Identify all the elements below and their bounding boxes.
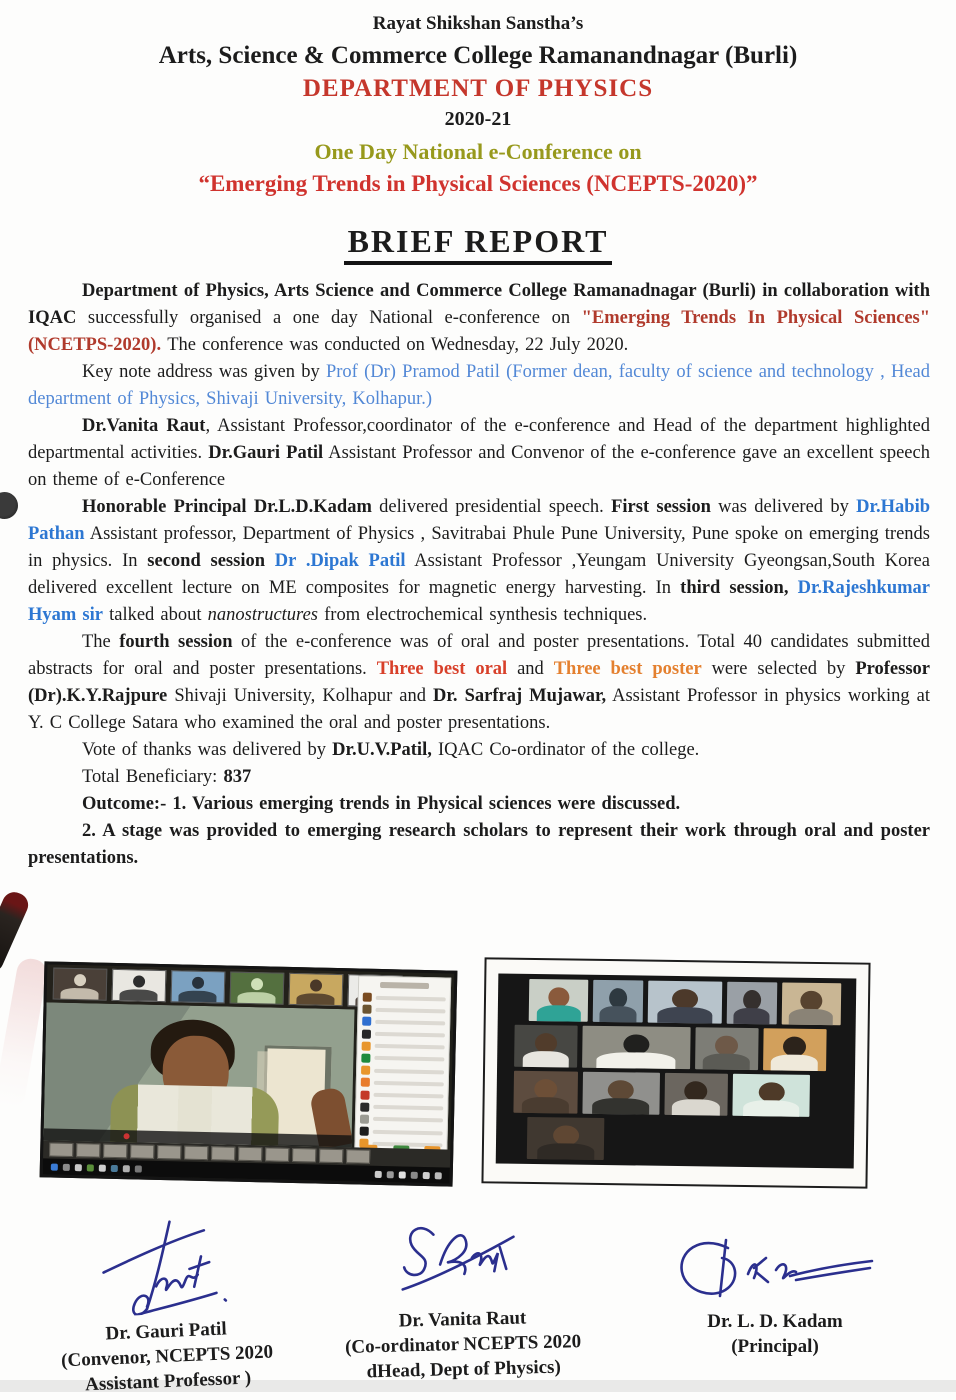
- participant-body: [537, 1143, 594, 1160]
- taskbar-window-chip: [76, 1143, 100, 1158]
- participant-name-line: [373, 1129, 443, 1135]
- participant-name-line: [375, 1008, 445, 1014]
- participant-head: [548, 987, 570, 1007]
- text-segment: "Emerging Trends In Physical Sciences" (NCETPS-2020).: [28, 308, 930, 355]
- text-segment: First session: [611, 497, 711, 517]
- report-title-wrap: [0, 223, 956, 265]
- gallery-row: [503, 979, 852, 1026]
- participant-head: [672, 988, 698, 1009]
- report-paragraph: [28, 791, 930, 818]
- taskbar-spacer: [147, 1169, 370, 1174]
- participant-body: [599, 1006, 636, 1023]
- academic-year: 2020-21: [444, 108, 512, 130]
- institution-name: Rayat Shikshan Sanstha’s: [372, 13, 584, 34]
- participant-name-line: [374, 1068, 444, 1074]
- signatory-name: Dr. L. D. Kadam: [707, 1311, 843, 1332]
- participant-head: [783, 1036, 806, 1056]
- participant-head: [743, 989, 761, 1009]
- participant-head: [534, 1033, 557, 1053]
- signatory-name: Dr. Gauri Patil: [105, 1318, 228, 1345]
- participant-head: [623, 1034, 649, 1055]
- signatory-role-2: dHead, Dept of Physics): [366, 1356, 562, 1383]
- text-segment: Assistant Professor ,Yeungam University Gyeongsan,South Korea delivered excellent lecture on ME composites for magnetic energy harvesting. In: [28, 551, 930, 598]
- report-paragraph: [28, 413, 930, 494]
- text-segment: Professor (Dr).K.Y.Rajpure: [28, 659, 930, 706]
- participant-tile: [695, 1027, 759, 1070]
- text-segment: of the e-conference was of oral and poster presentations. Total 40 candidates submitted abstracts for oral and poster presentations.: [28, 632, 930, 679]
- text-segment: 2. A stage was provided to emerging research scholars to represent their work through oral and poster presentations.: [28, 821, 930, 868]
- participant-tile: [529, 979, 589, 1022]
- panel-title-bar: [380, 982, 430, 989]
- webcam-thumbnail: [230, 972, 285, 1005]
- text-segment: Three best oral: [376, 659, 508, 679]
- participant-row: [362, 1005, 445, 1016]
- college-name: Arts, Science & Commerce College Ramanandnagar (Burli): [158, 42, 798, 69]
- text-segment: Dr.Habib Pathan: [28, 497, 930, 544]
- participant-body: [596, 1052, 676, 1069]
- report-paragraph: [28, 629, 930, 737]
- gallery-row: [501, 1071, 850, 1118]
- participant-row: [361, 1078, 444, 1089]
- thumbnail-person-head: [251, 978, 263, 990]
- participant-row: [360, 1114, 443, 1125]
- taskbar-icon: [75, 1164, 82, 1171]
- text-segment: successfully organised a one day National e-conference on: [87, 308, 582, 328]
- text-segment: Outcome:- 1. Various emerging trends in Physical sciences were discussed.: [82, 794, 681, 814]
- participant-avatar: [360, 1102, 369, 1111]
- thumbnail-person-head: [74, 974, 86, 986]
- signatory-role: (Convenor, NCEPTS 2020: [60, 1341, 274, 1372]
- participant-body: [703, 1053, 750, 1070]
- taskbar-window-chip: [319, 1149, 343, 1164]
- taskbar-icon: [87, 1164, 94, 1171]
- participant-avatar: [361, 1066, 370, 1075]
- participant-head: [608, 1080, 634, 1101]
- participant-name-line: [374, 1056, 444, 1062]
- taskbar-window-chip: [292, 1148, 316, 1163]
- participant-name-line: [374, 1081, 444, 1087]
- taskbar-window-chip: [184, 1146, 208, 1161]
- participant-tile: [593, 980, 643, 1023]
- report-paragraph: [28, 764, 930, 791]
- text-segment: Key note address was given by: [82, 362, 326, 382]
- participant-body: [522, 1097, 570, 1114]
- participant-avatar: [360, 1090, 369, 1099]
- tray-icon: [399, 1171, 406, 1178]
- participant-panel: [354, 975, 451, 1155]
- event-type-line: One Day National e-Conference on: [314, 139, 642, 164]
- participant-avatar: [361, 1053, 370, 1062]
- participant-head: [715, 1035, 738, 1055]
- participant-head: [534, 1079, 557, 1099]
- thumbnail-person-head: [192, 977, 204, 989]
- thumbnail-person-body: [296, 993, 335, 1006]
- signature-row: [0, 1218, 956, 1394]
- participant-head: [553, 1125, 579, 1146]
- text-segment: were selected by: [701, 659, 856, 679]
- participant-body: [733, 1008, 770, 1025]
- participant-head: [800, 990, 822, 1010]
- document-header: [0, 0, 956, 197]
- participant-tile: [648, 981, 723, 1024]
- participant-body: [771, 1054, 818, 1071]
- text-segment: Dr. Sarfraj Mujawar,: [433, 686, 607, 706]
- taskbar-window-chip: [130, 1144, 154, 1159]
- signatory-name: Dr. Vanita Raut: [398, 1307, 527, 1332]
- punch-hole-artifact: [0, 492, 18, 519]
- participant-head: [609, 988, 627, 1008]
- gallery-row: [501, 1117, 850, 1164]
- text-segment: Vote of thanks was delivered by: [82, 740, 333, 760]
- participant-body: [657, 1007, 712, 1024]
- text-segment: The: [82, 632, 120, 652]
- thumbnail-person-body: [178, 990, 217, 1003]
- webcam-thumbnail: [112, 969, 167, 1002]
- participant-tile: [527, 1117, 605, 1160]
- participant-tile: [763, 1028, 827, 1071]
- vanita-raut-signature: [395, 1216, 527, 1303]
- thumbnail-person-body: [60, 987, 99, 1000]
- tray-icon: [411, 1171, 418, 1178]
- participant-body: [672, 1099, 720, 1116]
- text-segment: was delivered by: [710, 497, 857, 517]
- taskbar-icon: [63, 1163, 70, 1170]
- participant-name-line: [375, 1032, 445, 1038]
- report-paragraph: [28, 494, 930, 629]
- tray-icon: [423, 1171, 430, 1178]
- text-segment: fourth session: [119, 632, 233, 652]
- participant-name-line: [375, 1020, 445, 1026]
- participant-row: [362, 1029, 445, 1040]
- text-segment: third session,: [680, 578, 798, 598]
- participant-body: [522, 1051, 569, 1068]
- participant-body: [789, 1009, 833, 1026]
- signatory-role: (Principal): [731, 1336, 819, 1357]
- text-segment: , Assistant Professor,coordinator of the e-conference and Head of the department highlighted departmental activities.: [28, 416, 931, 463]
- participant-avatar: [360, 1114, 369, 1123]
- thumbnail-person-head: [310, 979, 322, 991]
- tray-icon: [387, 1171, 394, 1178]
- signatory-role: (Co-ordinator NCEPTS 2020: [344, 1331, 582, 1358]
- thumbnail-person-body: [237, 991, 276, 1004]
- main-video: [43, 1002, 354, 1147]
- text-segment: Assistant Professor and Convenor of the e-conference gave an excellent speech on theme of e-Conference: [28, 443, 930, 490]
- participant-name-line: [376, 995, 446, 1001]
- participant-list: [359, 993, 446, 1156]
- participant-head: [758, 1082, 784, 1103]
- taskbar-icon: [111, 1164, 118, 1171]
- thumbnail-person-body: [119, 989, 158, 1002]
- participant-tile: [781, 982, 841, 1025]
- participant-body: [536, 1005, 580, 1022]
- participant-tile: [582, 1072, 659, 1115]
- event-title-line: “Emerging Trends in Physical Sciences (NCEPTS-2020)”: [198, 171, 758, 196]
- text-segment: Dr .Dipak Patil: [274, 551, 406, 571]
- tray-icon: [435, 1172, 442, 1179]
- text-segment: Total Beneficiary:: [82, 767, 224, 787]
- thumbnail-person-head: [133, 975, 145, 987]
- ld-kadam-signature: [670, 1232, 880, 1304]
- participant-avatar: [362, 1017, 371, 1026]
- participant-avatar: [363, 993, 372, 1002]
- taskbar-window-chip: [346, 1149, 370, 1164]
- participant-tile: [514, 1025, 578, 1068]
- signature-block-coordinator: [320, 1215, 604, 1386]
- participant-avatar: [360, 1127, 369, 1136]
- participant-avatar: [362, 1041, 371, 1050]
- text-segment: Assistant professor, Department of Physics , Savitrabai Phule Pune University, Pune spoke on emerging trends in physics. In: [28, 524, 930, 571]
- webcam-thumbnail-strip: [47, 964, 356, 1009]
- participant-avatar: [361, 1078, 370, 1087]
- participant-tile: [733, 1074, 810, 1117]
- text-segment: nanostructures: [207, 605, 318, 625]
- participant-head: [685, 1081, 708, 1101]
- gallery-grid: [496, 974, 857, 1169]
- participant-row: [360, 1102, 443, 1113]
- participant-tile: [727, 982, 777, 1025]
- conference-screenshots: [0, 966, 956, 1204]
- participants-grid-screenshot: [481, 957, 870, 1188]
- participant-tile: [664, 1073, 728, 1116]
- participant-avatar: [362, 1029, 371, 1038]
- text-segment: Dr.Gauri Patil: [208, 443, 324, 463]
- gallery-row: [502, 1025, 851, 1072]
- text-segment: from electrochemical synthesis techniques.: [318, 605, 648, 625]
- webcam-thumbnail: [171, 970, 226, 1003]
- signatory-role-2: Assistant Professor ): [84, 1367, 252, 1396]
- participant-avatar: [362, 1005, 371, 1014]
- text-segment: second session: [147, 551, 275, 571]
- webcam-thumbnail: [289, 973, 344, 1006]
- taskbar-window-chip: [49, 1143, 73, 1158]
- text-segment: Shivaji University, Kolhapur and: [167, 686, 434, 706]
- text-segment: delivered presidential speech.: [371, 497, 612, 517]
- text-segment: Prof (Dr) Pramod Patil (Former dean, faculty of science and technology , Head department of Physics, Shivaji University, Kolhapur.): [28, 362, 931, 409]
- taskbar-window-chip: [103, 1144, 127, 1159]
- participant-row: [360, 1090, 443, 1101]
- participant-row: [363, 993, 446, 1004]
- text-segment: The conference was conducted on Wednesday, 22 July 2020.: [167, 335, 629, 355]
- participant-tile: [513, 1071, 577, 1114]
- participant-name-line: [375, 1044, 445, 1050]
- participant-row: [362, 1041, 445, 1052]
- signature-block-principal: [650, 1232, 900, 1359]
- gauri-patil-signature: [81, 1215, 245, 1318]
- participant-name-line: [373, 1105, 443, 1111]
- report-paragraph: [28, 818, 930, 872]
- participant-row: [362, 1017, 445, 1028]
- text-segment: Dr.U.V.Patil,: [332, 740, 432, 760]
- text-segment: IQAC Co-ordinator of the college.: [431, 740, 700, 760]
- text-segment: talked about: [102, 605, 208, 625]
- report-body: [28, 278, 930, 872]
- speaker-webcam-screenshot: [40, 961, 458, 1186]
- participant-body: [592, 1098, 649, 1115]
- report-title: BRIEF REPORT: [344, 223, 613, 265]
- taskbar-icon: [123, 1165, 130, 1172]
- tray-icon: [375, 1170, 382, 1177]
- text-segment: Dr.Rajeshkumar Hyam sir: [28, 578, 931, 625]
- text-segment: 837: [223, 767, 252, 787]
- participant-row: [361, 1066, 444, 1077]
- taskbar-window-chip: [238, 1147, 262, 1162]
- participant-name-line: [373, 1117, 443, 1123]
- report-paragraph: [28, 737, 930, 764]
- text-segment: Dr.Vanita Raut: [82, 416, 206, 436]
- text-segment: Assistant Professor in physics working at Y. C College Satara who examined the oral and poster presentations.: [28, 686, 930, 733]
- participant-tile: [582, 1026, 690, 1069]
- department-name: DEPARTMENT OF PHYSICS: [302, 75, 654, 102]
- signature-block-convenor: [26, 1212, 303, 1399]
- participant-body: [743, 1100, 800, 1117]
- text-segment: Department of Physics, Arts Science and Commerce College Ramanadnagar (Burli) in collaboration with IQAC: [28, 281, 930, 328]
- participant-row: [360, 1127, 443, 1138]
- taskbar-icon: [51, 1163, 58, 1170]
- taskbar-window-chip: [157, 1145, 181, 1160]
- participant-name-line: [374, 1093, 444, 1099]
- report-paragraph: [28, 359, 930, 413]
- text-segment: and: [507, 659, 554, 679]
- taskbar-window-chip: [265, 1147, 289, 1162]
- webcam-thumbnail: [53, 968, 108, 1001]
- taskbar-icon: [99, 1164, 106, 1171]
- text-segment: Honorable Principal Dr.L.D.Kadam: [82, 497, 372, 517]
- report-paragraph: [28, 278, 930, 359]
- taskbar-icon: [135, 1165, 142, 1172]
- taskbar-window-chip: [211, 1146, 235, 1161]
- participant-row: [361, 1053, 444, 1064]
- text-segment: Three best poster: [553, 659, 702, 679]
